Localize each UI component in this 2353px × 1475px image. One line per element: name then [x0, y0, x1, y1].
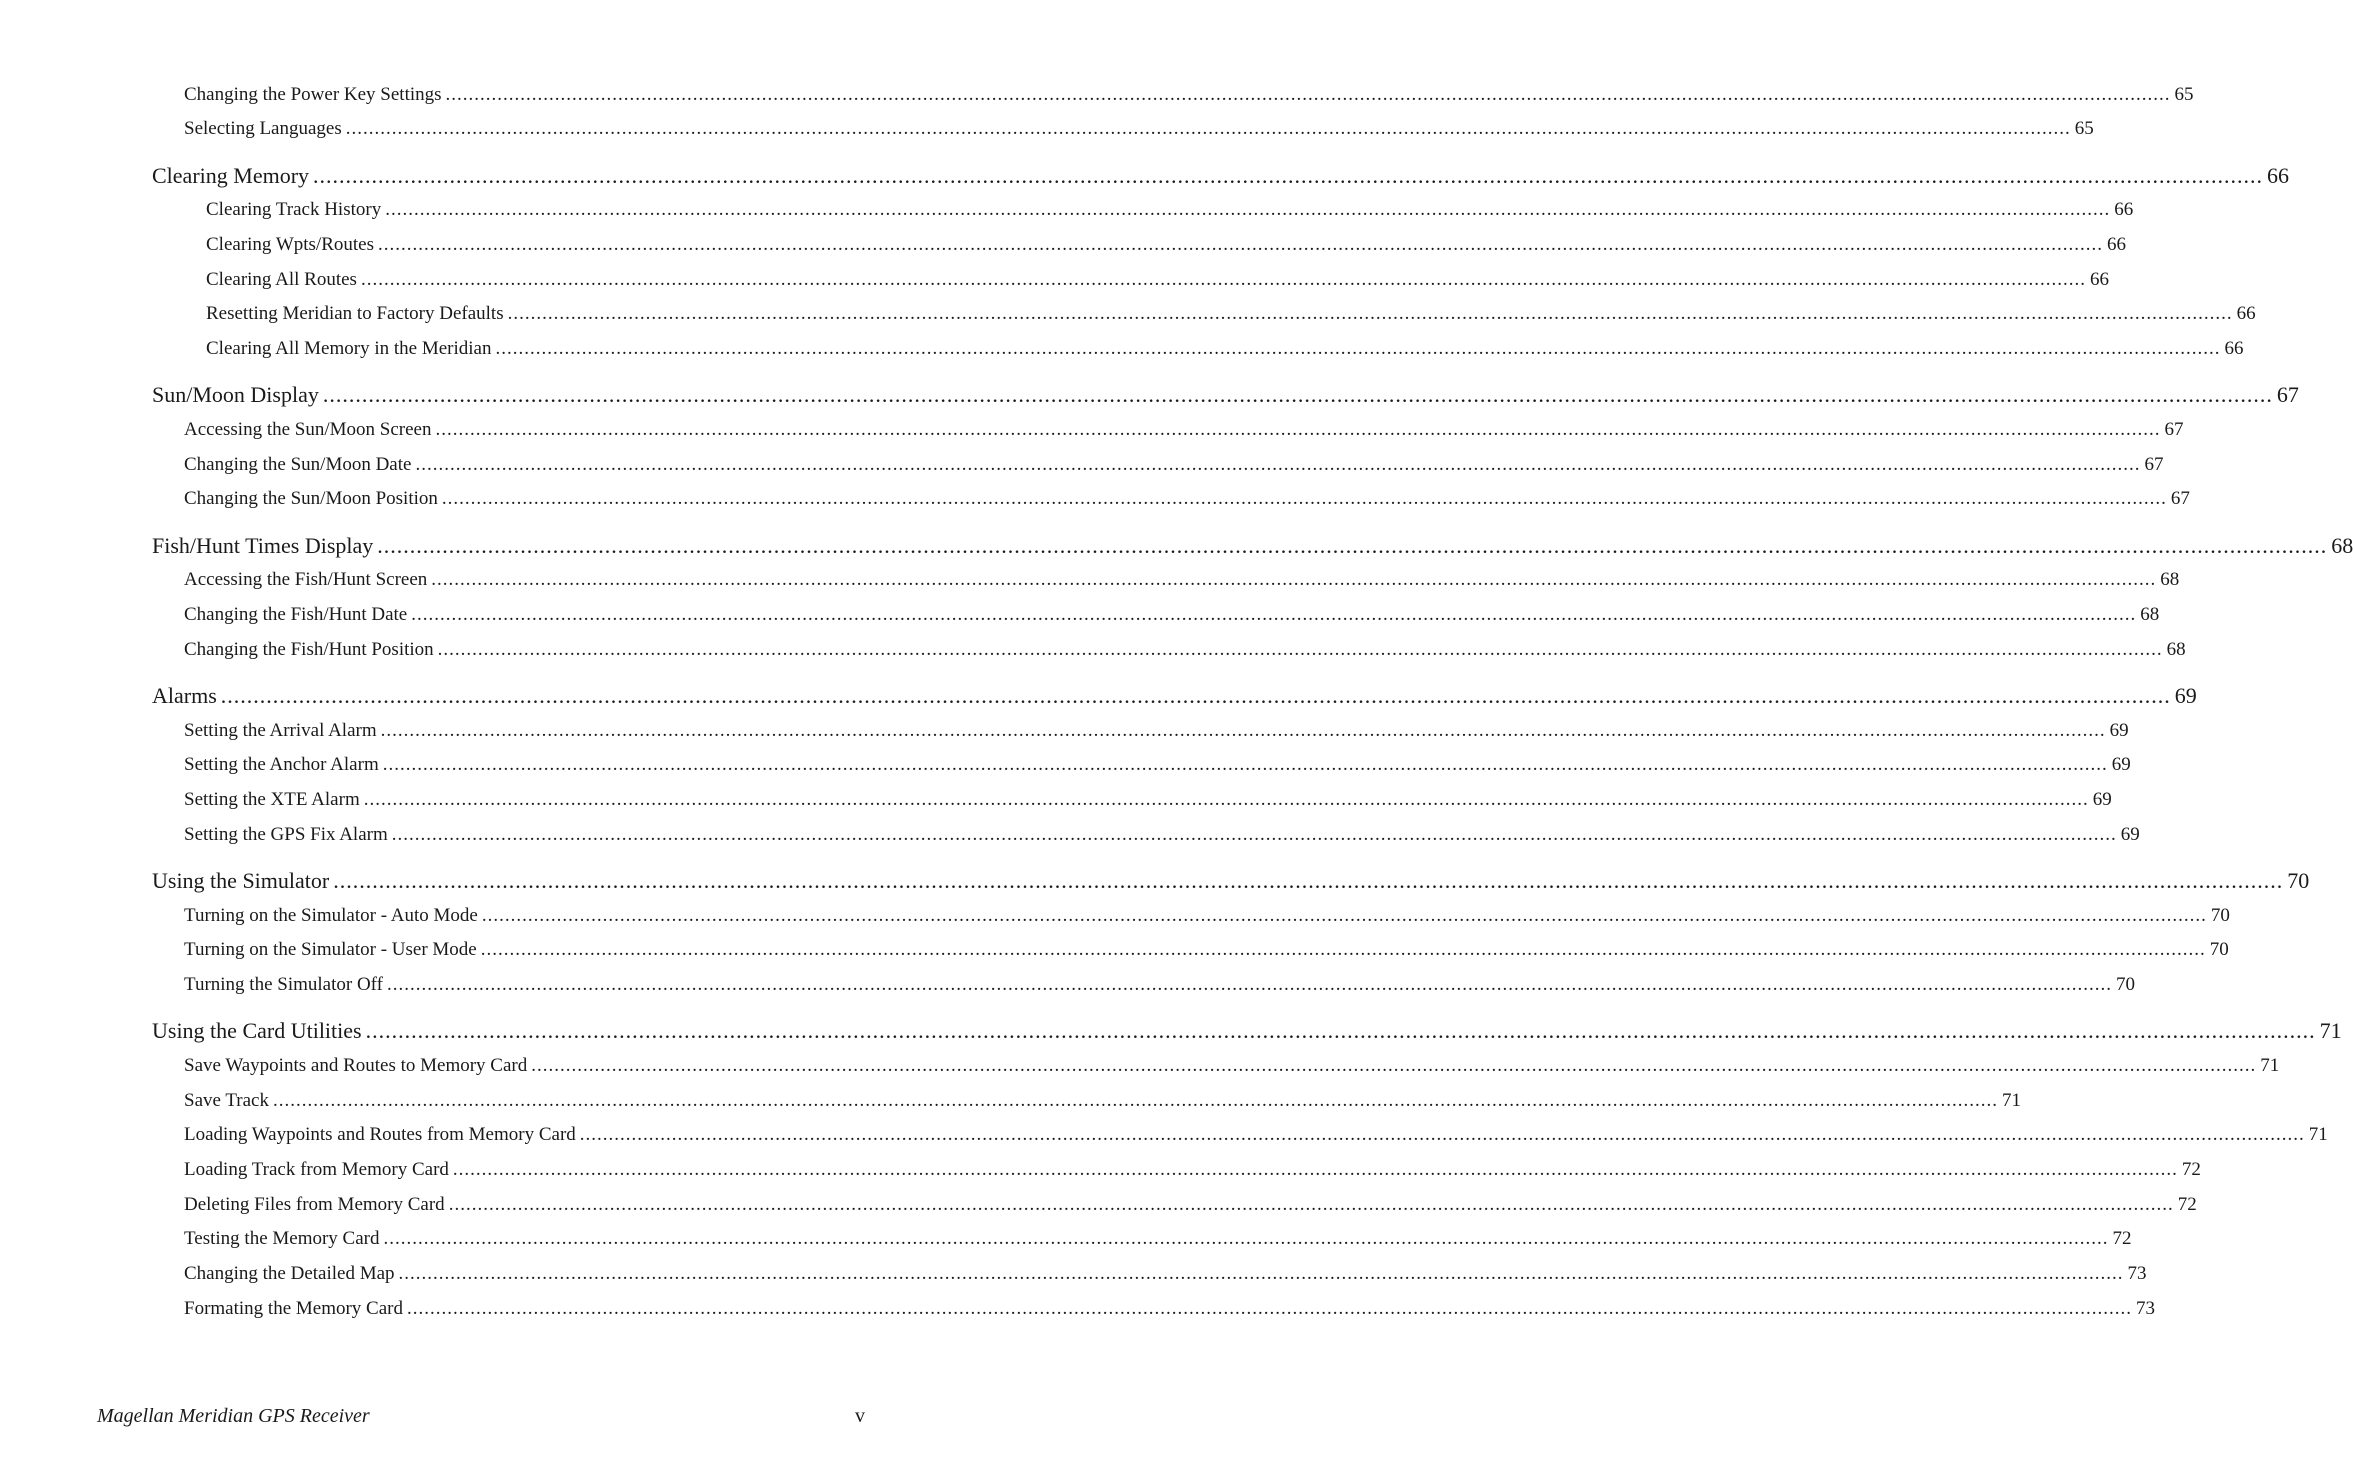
toc-page-number: 66 — [2267, 163, 2290, 188]
toc-entry-title: Clearing All Memory in the Meridian — [206, 338, 492, 359]
toc-page-number: 66 — [2236, 303, 2256, 324]
toc-entry-title: Clearing Wpts/Routes — [206, 234, 374, 255]
toc-subentry — [184, 604, 2160, 626]
toc-page-number: 65 — [2074, 118, 2094, 139]
toc-subentry — [184, 569, 2180, 591]
dot-leader: ............................................................................................................................................................................................................................................................................................................ — [441, 488, 2167, 509]
toc-subentry — [184, 118, 2094, 140]
dot-leader: ............................................................................................................................................................................................................................................................................................................ — [507, 303, 2233, 324]
dot-leader: ............................................................................................................................................................................................................................................................................................................ — [345, 118, 2071, 139]
toc-subentry — [184, 1298, 2155, 1320]
toc-subentry — [184, 1194, 2197, 1216]
toc-subentry — [184, 419, 2184, 441]
toc-subentry — [206, 303, 2256, 325]
dot-leader: ............................................................................................................................................................................................................................................................................................................ — [380, 720, 2106, 741]
toc-entry-title: Resetting Meridian to Factory Defaults — [206, 303, 504, 324]
dot-leader: ............................................................................................................................................................................................................................................................................................................ — [360, 269, 2086, 290]
toc-entry-title: Testing the Memory Card — [184, 1228, 380, 1249]
toc-subentry — [184, 824, 2140, 846]
footer-title: Magellan Meridian GPS Receiver — [97, 1405, 370, 1427]
dot-leader: ............................................................................................................................................................................................................................................................................................................ — [377, 533, 2328, 558]
toc-page-number: 71 — [2260, 1055, 2280, 1076]
toc-entry-title: Clearing Track History — [206, 199, 382, 220]
toc-subentry — [184, 939, 2229, 961]
toc-page-number: 66 — [2224, 338, 2244, 359]
toc-section-entry — [152, 382, 2299, 408]
dot-leader: ............................................................................................................................................................................................................................................................................................................ — [415, 454, 2141, 475]
toc-entry-title: Deleting Files from Memory Card — [184, 1194, 445, 1215]
dot-leader: ............................................................................................................................................................................................................................................................................................................ — [385, 199, 2111, 220]
toc-page-number: 66 — [2089, 269, 2109, 290]
dot-leader: ............................................................................................................................................................................................................................................................................................................ — [495, 338, 2221, 359]
toc-page-number: 72 — [2181, 1159, 2201, 1180]
dot-leader: ............................................................................................................................................................................................................................................................................................................ — [448, 1194, 2174, 1215]
toc-entry-title: Turning on the Simulator - Auto Mode — [184, 905, 478, 926]
dot-leader: ............................................................................................................................................................................................................................................................................................................ — [445, 84, 2171, 105]
dot-leader: ............................................................................................................................................................................................................................................................................................................ — [313, 163, 2264, 188]
toc-page-number: 71 — [2319, 1018, 2342, 1043]
toc-entry-title: Using the Card Utilities — [152, 1018, 362, 1043]
toc-subentry — [184, 1228, 2132, 1250]
toc-subentry — [206, 199, 2134, 221]
toc-entry-title: Clearing All Routes — [206, 269, 357, 290]
toc-section-entry — [152, 533, 2353, 559]
toc-subentry — [184, 720, 2129, 742]
toc-subentry — [184, 1055, 2280, 1077]
dot-leader: ............................................................................................................................................................................................................................................................................................................ — [480, 939, 2206, 960]
toc-page-number: 67 — [2144, 454, 2164, 475]
toc-page-number: 68 — [2160, 569, 2180, 590]
dot-leader: ............................................................................................................................................................................................................................................................................................................ — [431, 569, 2157, 590]
toc-subentry — [184, 1263, 2147, 1285]
toc-page-number: 68 — [2166, 639, 2186, 660]
toc-entry-title: Clearing Memory — [152, 163, 310, 188]
toc-section-entry — [152, 868, 2310, 894]
toc-entry-title: Turning the Simulator Off — [184, 974, 383, 995]
toc-subentry — [184, 1124, 2328, 1146]
toc-entry-title: Changing the Fish/Hunt Date — [184, 604, 408, 625]
toc-section-entry — [152, 1018, 2342, 1044]
toc-page-number: 69 — [2109, 720, 2129, 741]
toc-page-number: 71 — [2001, 1090, 2021, 1111]
toc-page-number: 69 — [2120, 824, 2140, 845]
toc-page-number: 69 — [2174, 683, 2197, 708]
dot-leader: ............................................................................................................................................................................................................................................................................................................ — [333, 868, 2284, 893]
toc-entry-title: Changing the Fish/Hunt Position — [184, 639, 434, 660]
dot-leader: ............................................................................................................................................................................................................................................................................................................ — [452, 1159, 2178, 1180]
toc-subentry — [184, 905, 2230, 927]
toc-entry-title: Selecting Languages — [184, 118, 342, 139]
toc-page-number: 70 — [2115, 974, 2135, 995]
toc-subentry — [184, 84, 2194, 106]
dot-leader: ............................................................................................................................................................................................................................................................................................................ — [411, 604, 2137, 625]
dot-leader: ............................................................................................................................................................................................................................................................................................................ — [378, 234, 2103, 255]
toc-subentry — [184, 974, 2135, 996]
toc-section-entry — [152, 163, 2290, 189]
dot-leader: ............................................................................................................................................................................................................................................................................................................ — [365, 1018, 2316, 1043]
toc-page-number: 68 — [2331, 533, 2353, 558]
toc-subentry — [206, 338, 2244, 360]
toc-entry-title: Loading Waypoints and Routes from Memory Card — [184, 1124, 576, 1145]
toc-subentry — [184, 789, 2112, 811]
toc-entry-title: Save Track — [184, 1090, 269, 1111]
toc-subentry — [184, 1090, 2021, 1112]
toc-subentry — [206, 269, 2109, 291]
toc-page-number: 68 — [2140, 604, 2160, 625]
toc-subentry — [184, 754, 2131, 776]
toc-subentry — [184, 1159, 2201, 1181]
toc-entry-title: Accessing the Sun/Moon Screen — [184, 419, 432, 440]
toc-entry-title: Fish/Hunt Times Display — [152, 533, 374, 558]
dot-leader: ............................................................................................................................................................................................................................................................................................................ — [382, 754, 2108, 775]
toc-page-number: 67 — [2164, 419, 2184, 440]
toc-entry-title: Turning on the Simulator - User Mode — [184, 939, 477, 960]
toc-page-number: 67 — [2170, 488, 2190, 509]
toc-subentry — [184, 639, 2186, 661]
toc-page-number: 66 — [2107, 234, 2126, 255]
toc-page-number: 72 — [2177, 1194, 2197, 1215]
toc-page-number: 71 — [2308, 1124, 2328, 1145]
toc-subentry — [184, 488, 2190, 510]
toc-entry-title: Using the Simulator — [152, 868, 330, 893]
dot-leader: ............................................................................................................................................................................................................................................................................................................ — [407, 1298, 2132, 1319]
toc-page-number: 69 — [2111, 754, 2131, 775]
toc-entry-title: Sun/Moon Display — [152, 382, 319, 407]
dot-leader: ............................................................................................................................................................................................................................................................................................................ — [383, 1228, 2109, 1249]
dot-leader: ............................................................................................................................................................................................................................................................................................................ — [437, 639, 2163, 660]
toc-entry-title: Loading Track from Memory Card — [184, 1159, 449, 1180]
toc-entry-title: Setting the GPS Fix Alarm — [184, 824, 388, 845]
dot-leader: ............................................................................................................................................................................................................................................................................................................ — [398, 1263, 2124, 1284]
toc-entry-title: Setting the XTE Alarm — [184, 789, 360, 810]
toc-page-number: 65 — [2174, 84, 2194, 105]
toc-subentry — [206, 234, 2126, 256]
toc-entry-title: Changing the Detailed Map — [184, 1263, 395, 1284]
toc-page-number: 73 — [2127, 1263, 2147, 1284]
toc-entry-title: Changing the Sun/Moon Position — [184, 488, 438, 509]
toc-page-number: 73 — [2136, 1298, 2155, 1319]
dot-leader: ............................................................................................................................................................................................................................................................................................................ — [363, 789, 2089, 810]
dot-leader: ............................................................................................................................................................................................................................................................................................................ — [579, 1124, 2305, 1145]
toc-entry-title: Changing the Sun/Moon Date — [184, 454, 412, 475]
toc-page-number: 70 — [2209, 939, 2229, 960]
toc-entry-title: Changing the Power Key Settings — [184, 84, 442, 105]
dot-leader: ............................................................................................................................................................................................................................................................................................................ — [386, 974, 2112, 995]
toc-page-number: 70 — [2210, 905, 2230, 926]
toc-page-number: 70 — [2287, 868, 2310, 893]
dot-leader: ............................................................................................................................................................................................................................................................................................................ — [391, 824, 2117, 845]
dot-leader: ............................................................................................................................................................................................................................................................................................................ — [435, 419, 2161, 440]
toc-entry-title: Accessing the Fish/Hunt Screen — [184, 569, 428, 590]
toc-page-number: 69 — [2092, 789, 2112, 810]
toc-entry-title: Setting the Anchor Alarm — [184, 754, 379, 775]
dot-leader: ............................................................................................................................................................................................................................................................................................................ — [531, 1055, 2257, 1076]
toc-section-entry — [152, 683, 2197, 709]
toc-subentry — [184, 454, 2164, 476]
dot-leader: ............................................................................................................................................................................................................................................................................................................ — [322, 382, 2273, 407]
footer-page-number: v — [855, 1405, 865, 1427]
toc-page-number: 72 — [2112, 1228, 2132, 1249]
toc-entry-title: Alarms — [152, 683, 217, 708]
toc-entry-title: Save Waypoints and Routes to Memory Card — [184, 1055, 528, 1076]
dot-leader: ............................................................................................................................................................................................................................................................................................................ — [481, 905, 2207, 926]
dot-leader: ............................................................................................................................................................................................................................................................................................................ — [220, 683, 2171, 708]
dot-leader: ............................................................................................................................................................................................................................................................................................................ — [272, 1090, 1998, 1111]
toc-page-number: 67 — [2276, 382, 2299, 407]
toc-entry-title: Formating the Memory Card — [184, 1298, 403, 1319]
toc-entry-title: Setting the Arrival Alarm — [184, 720, 377, 741]
toc-page-number: 66 — [2114, 199, 2134, 220]
